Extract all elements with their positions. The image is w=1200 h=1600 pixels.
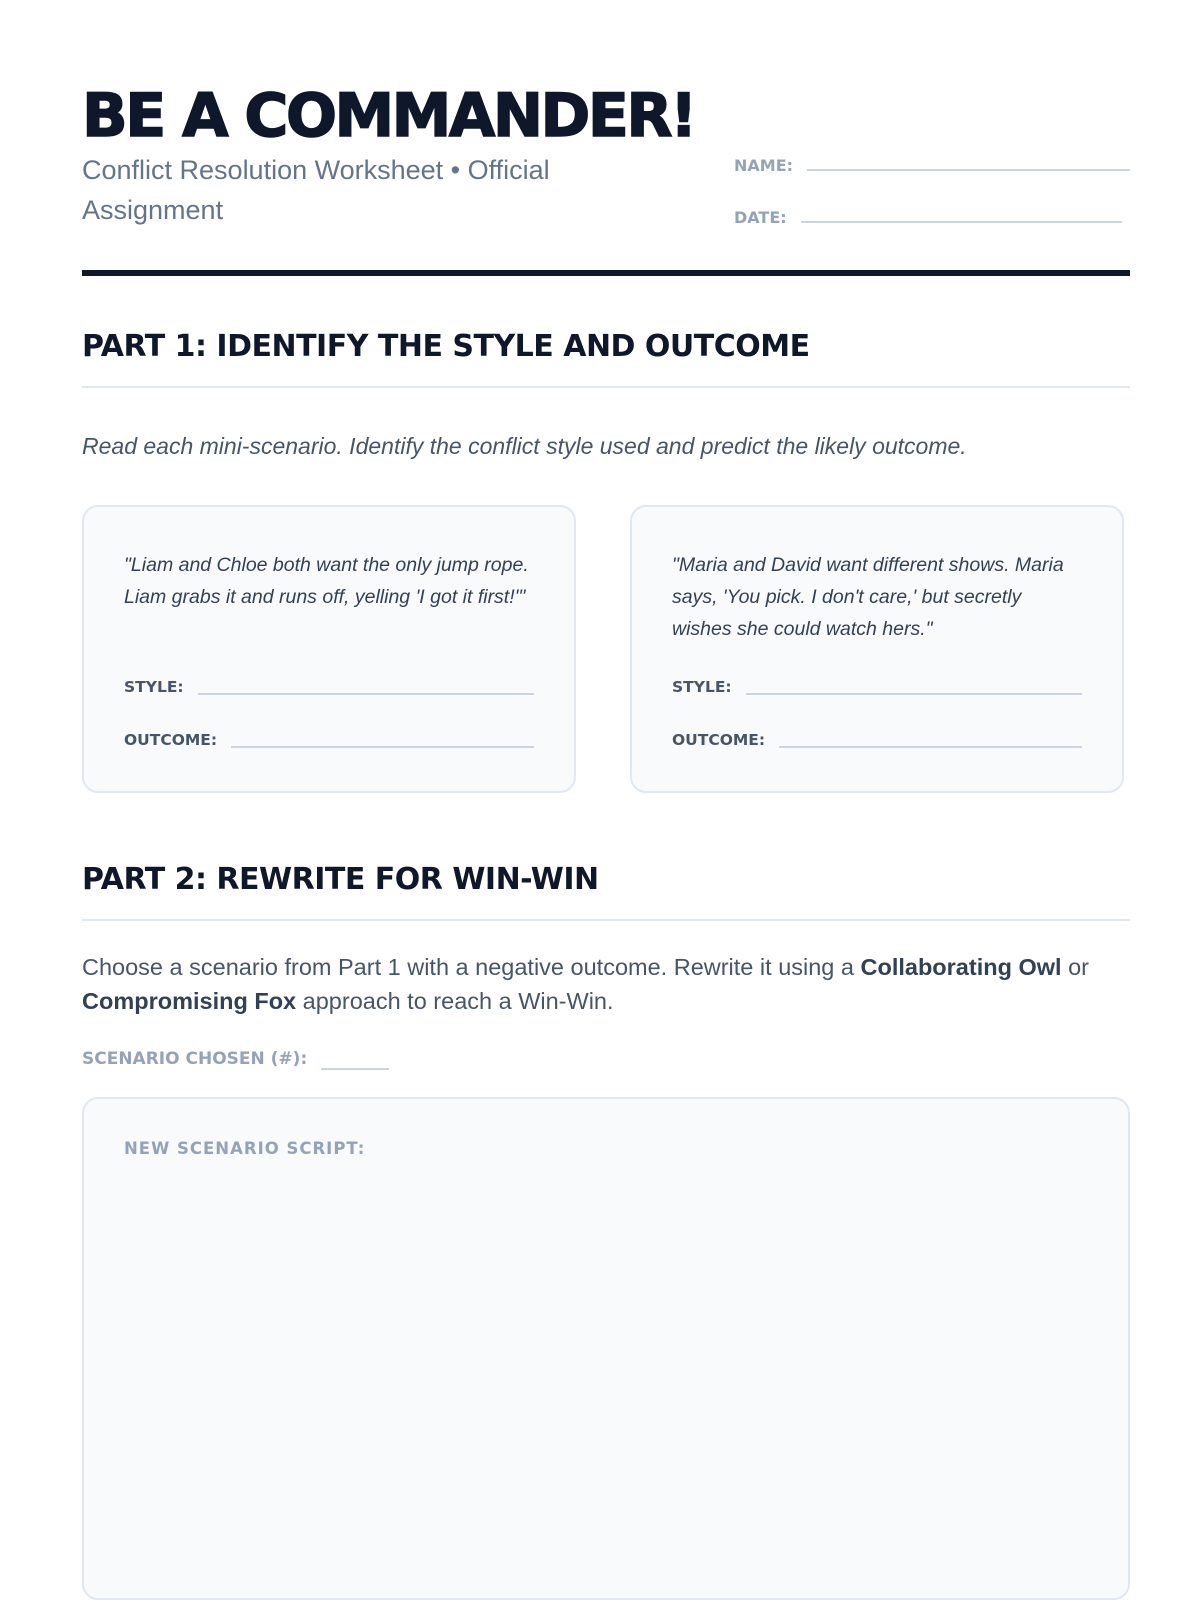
new-scenario-script-box[interactable]: [82, 1097, 1130, 1600]
instructions-text: approach to reach a Win-Win.: [296, 988, 614, 1014]
worksheet-page: [82, 0, 1130, 1600]
scenario-quote: "Maria and David want different shows. Maria says, 'You pick. I don't care,' but secretly wishes she could watch hers.": [672, 554, 1064, 640]
header-divider: [82, 270, 1130, 276]
style-field[interactable]: [672, 673, 1082, 697]
compromising-fox-text: Compromising Fox: [82, 988, 297, 1014]
date-field[interactable]: [734, 202, 1122, 228]
name-label: NAME:: [734, 156, 794, 175]
outcome-label: OUTCOME:: [672, 731, 766, 749]
scenario-card-2: [630, 505, 1124, 793]
page-title: BE A COMMANDER!: [82, 81, 695, 151]
scenario-chosen-line[interactable]: [321, 1068, 389, 1070]
outcome-label: OUTCOME:: [124, 731, 218, 749]
instructions-text: or: [1061, 954, 1089, 980]
outcome-line[interactable]: [231, 746, 534, 748]
part2-divider: [82, 919, 1130, 921]
page-subtitle: Conflict Resolution Worksheet • Official Assignment: [82, 155, 550, 225]
style-label: STYLE:: [672, 678, 732, 696]
name-field[interactable]: [734, 150, 1130, 176]
outcome-line[interactable]: [779, 746, 1082, 748]
scenario-chosen-field[interactable]: [82, 1044, 389, 1070]
worksheet-header: [82, 80, 1130, 275]
part1-instructions: Read each mini-scenario. Identify the conflict style used and predict the likely outcome.: [82, 433, 967, 459]
outcome-field[interactable]: [124, 726, 534, 750]
scenario-quote: "Liam and Chloe both want the only jump rope. Liam grabs it and runs off, yelling 'I got it first!'": [124, 554, 529, 608]
outcome-field[interactable]: [672, 726, 1082, 750]
name-line[interactable]: [807, 169, 1130, 171]
instructions-text: Choose a scenario from Part 1 with a negative outcome. Rewrite it using a: [82, 954, 861, 980]
scenario-chosen-label: SCENARIO CHOSEN (#):: [82, 1049, 308, 1069]
part1-divider: [82, 386, 1130, 388]
style-line[interactable]: [746, 693, 1082, 695]
style-field[interactable]: [124, 673, 534, 697]
style-label: STYLE:: [124, 678, 184, 696]
date-label: DATE:: [734, 208, 787, 227]
part2-instructions: [82, 950, 1142, 1018]
scenario-card-1: [82, 505, 576, 793]
part1-title: PART 1: IDENTIFY THE STYLE AND OUTCOME: [82, 329, 810, 364]
date-line[interactable]: [801, 221, 1122, 223]
script-label: NEW SCENARIO SCRIPT:: [124, 1139, 366, 1158]
style-line[interactable]: [198, 693, 534, 695]
collaborating-owl-text: Collaborating Owl: [860, 954, 1062, 980]
part2-title: PART 2: REWRITE FOR WIN-WIN: [82, 862, 599, 897]
